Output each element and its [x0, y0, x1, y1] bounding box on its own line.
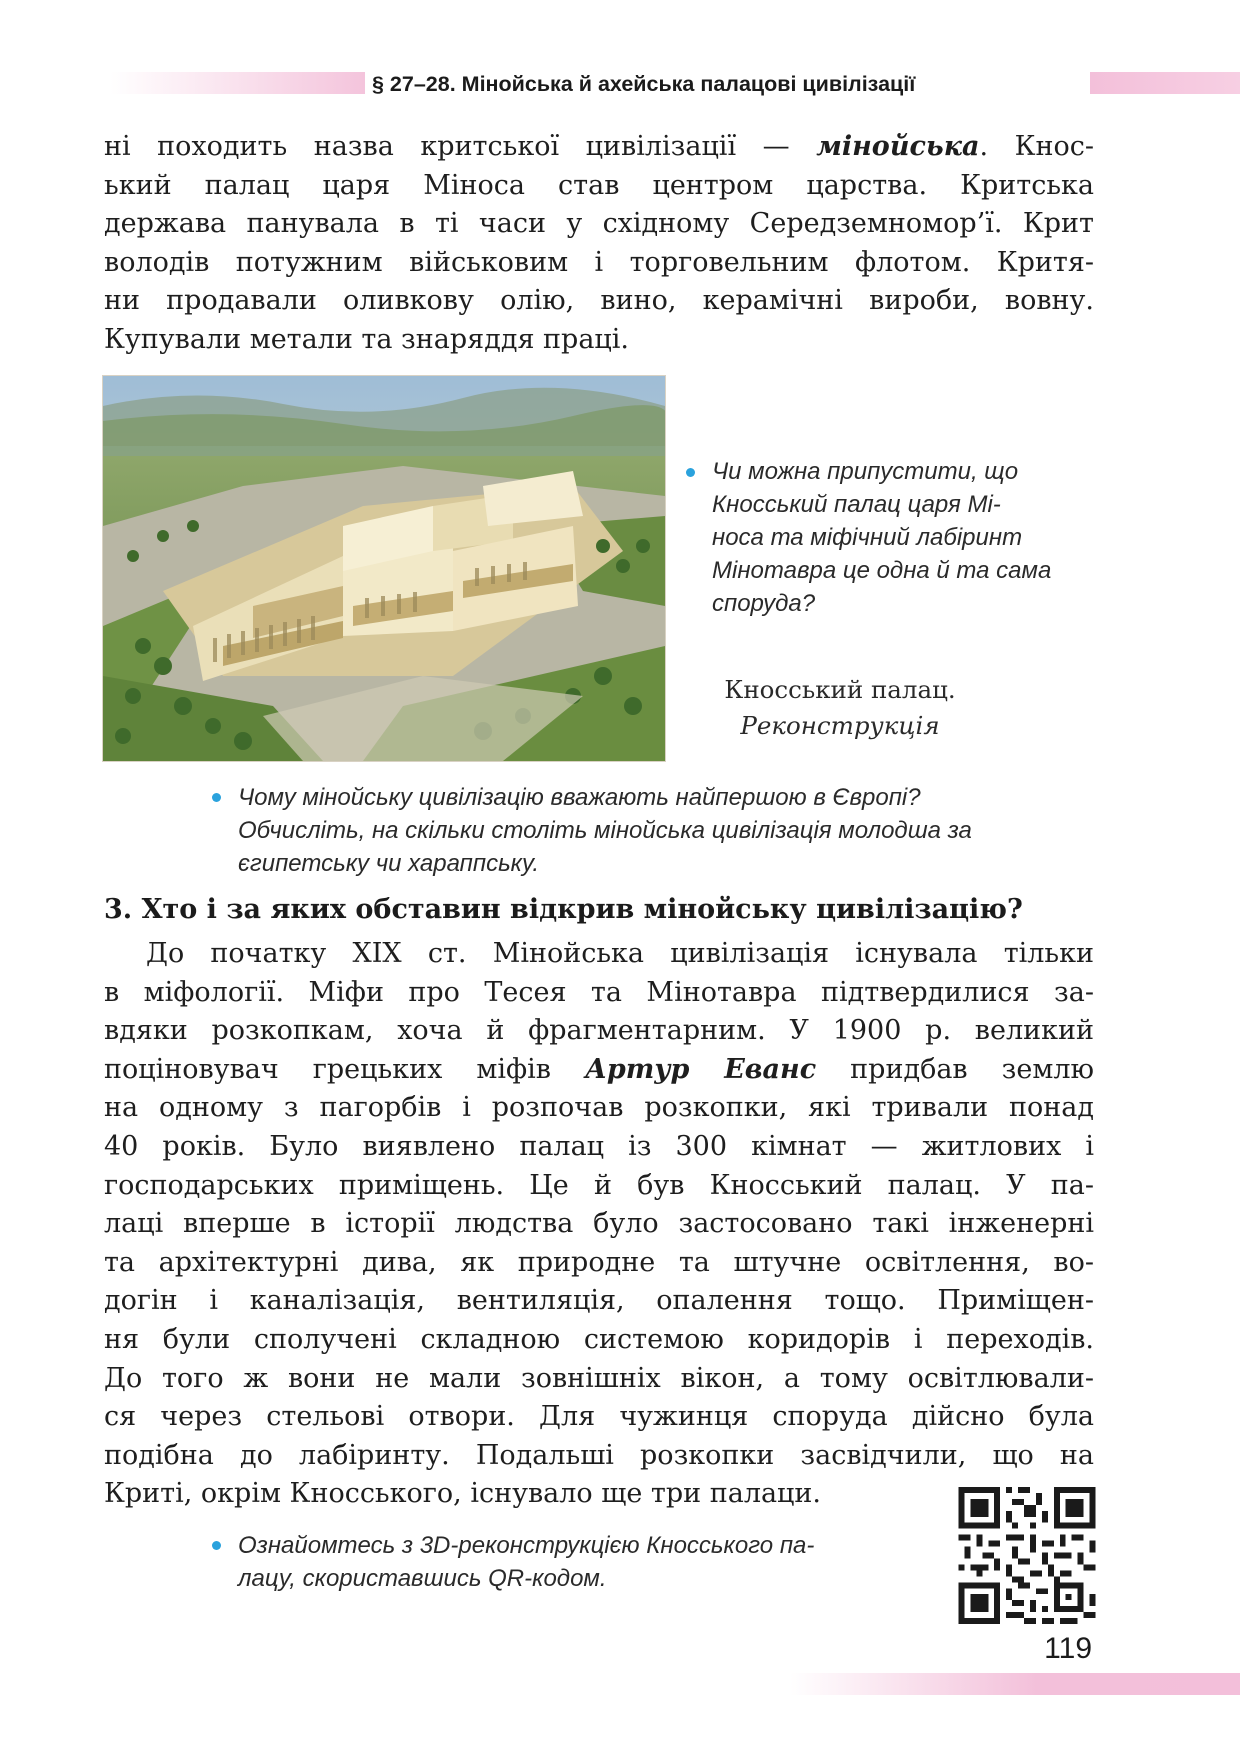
body-line: та архітектурні дива, як природне та штучне освітлення, во- [104, 1246, 1094, 1278]
qr-code-icon [958, 1487, 1096, 1624]
figure-caption: Кносський палац. Реконструкція [724, 675, 956, 740]
body-line: догін і каналізація, вентиляція, опалення тощо. Приміщен- [104, 1285, 1094, 1317]
body-line: поціновувач грецьких міфів Артур Еванс придбав землю [104, 1053, 1095, 1085]
body-line: подібна до лабіринту. Подальші розкопки засвідчили, що на [104, 1439, 1094, 1471]
bullet-icon [686, 468, 695, 477]
body-line: лаці вперше в історії людства було застосовано такі інженерні [104, 1208, 1094, 1240]
intro-line: ький палац царя Міноса став центром царства. Критська [104, 169, 1094, 201]
body-line: Криті, окрім Кносського, існувало ще три палаци. [104, 1478, 822, 1510]
page-number: 119 [1044, 1632, 1092, 1665]
palace-drawing [103, 376, 665, 761]
body-line: вдяки розкопкам, хоча й фрагментарним. У 1900 р. великий [104, 1015, 1094, 1047]
body-line: на одному з пагорбів і розпочав розкопки, які тривали понад [104, 1092, 1094, 1124]
body-line: господарських приміщень. Це й був Кносський палац. У па- [104, 1169, 1094, 1201]
intro-line: ні походить назва критської цивілізації — мінойська. Кнос- [104, 131, 1094, 162]
question-europe: Чому мінойську цивілізацію вважають найпершою в Європі? Обчисліть, на скільки століть мінойська цивілізація молодша за єгипетську чи хараппську. [238, 784, 972, 877]
intro-paragraph [104, 128, 1094, 360]
intro-line: Купували метали та знаряддя праці. [104, 323, 630, 355]
footer-decor [790, 1673, 1240, 1695]
person-arthur-evans: Артур Еванс [584, 1053, 817, 1085]
figure-question: Чи можна припустити, що Кносський палац царя Мі- носа та міфічний лабіринт Мінотавра це одна й та сама споруда? [712, 458, 1052, 617]
intro-line: держава панувала в ті часи у східному Середземномор’ї. Крит [104, 208, 1094, 240]
body-line: До того ж вони не мали зовнішніх вікон, а тому освітлювали- [104, 1362, 1094, 1394]
qr-code[interactable] [958, 1487, 1096, 1624]
body-line: До початку XIX ст. Мінойська цивілізація існувала тільки [146, 938, 1094, 969]
knossos-palace-illustration [102, 375, 666, 762]
bullet-icon [212, 793, 221, 802]
header-decor-left [110, 72, 365, 94]
body-line: ня були сполучені складною системою коридорів і переходів. [104, 1323, 1094, 1355]
intro-line: володів потужним військовим і торговельним флотом. Критя- [104, 246, 1094, 278]
body-line: ся через стельові отвори. Для чужинця споруда дійсно була [104, 1401, 1094, 1433]
body-line: в міфології. Міфи про Тесея та Мінотавра підтвердилися за- [104, 976, 1094, 1008]
term-minoan: мінойська [816, 131, 980, 162]
running-header: § 27–28. Мінойська й ахейська палацові цивілізації [372, 72, 916, 96]
intro-line: ни продавали оливкову олію, вино, керамічні вироби, вовну. [104, 285, 1094, 317]
bullet-icon [212, 1541, 221, 1550]
header-decor-right [1090, 72, 1240, 94]
body-paragraph [104, 935, 1094, 1514]
qr-task: Ознайомтесь з 3D-реконструкцією Кносського па- лацу, скориставшись QR-кодом. [238, 1532, 815, 1592]
section-heading: 3. Хто і за яких обставин відкрив мінойську цивілізацію? [104, 894, 1023, 925]
body-line: 40 років. Було виявлено палац із 300 кімнат — житлових і [104, 1130, 1094, 1162]
